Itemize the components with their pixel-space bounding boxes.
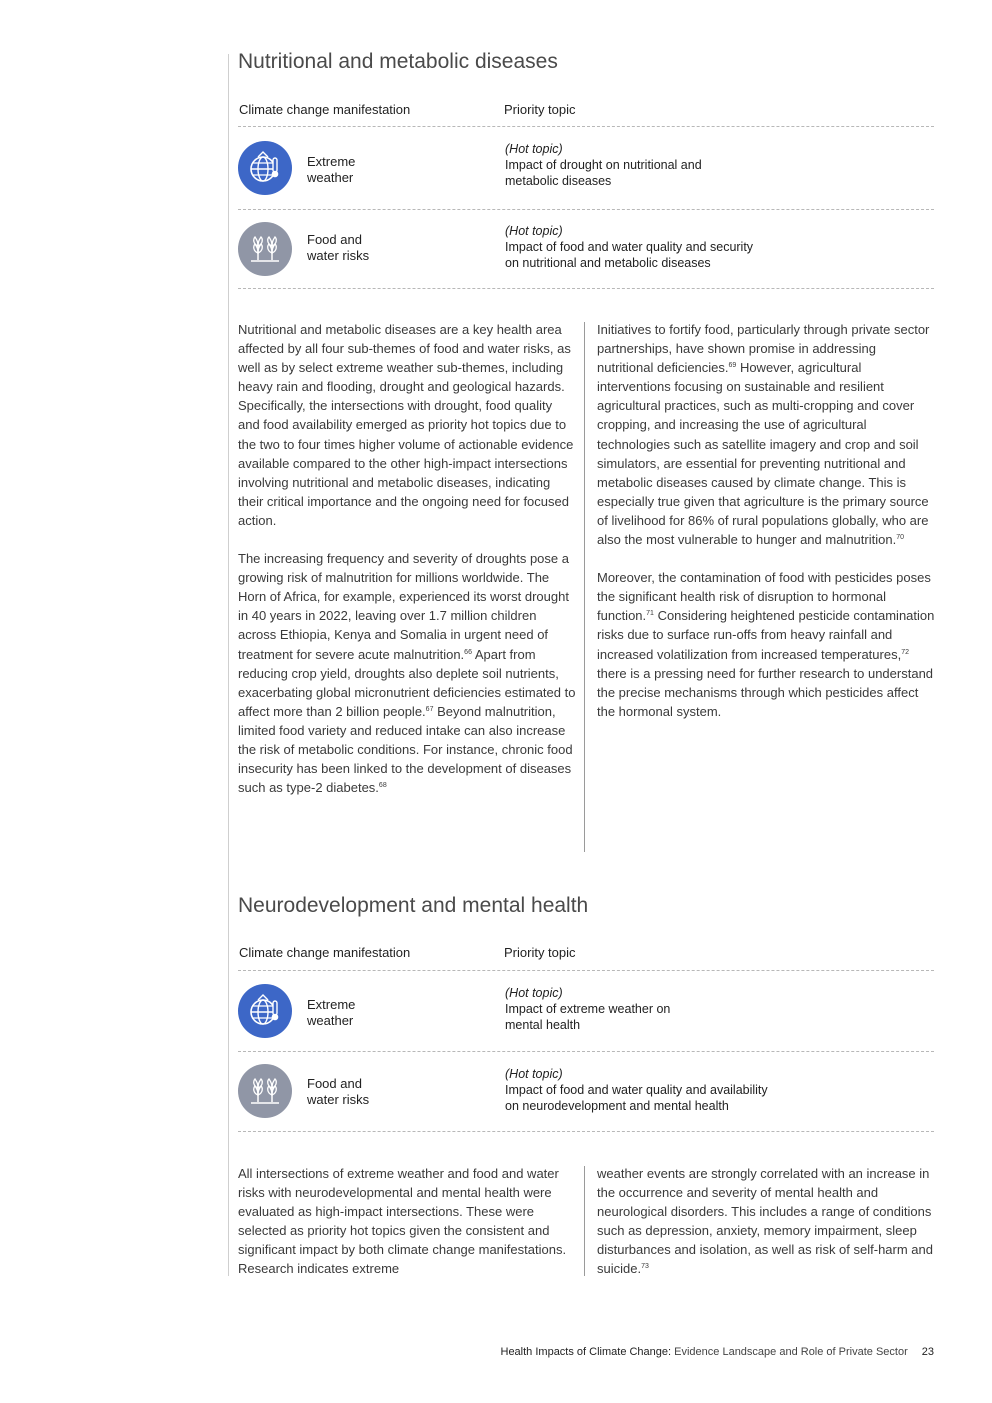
manifestation-line: water risks [307, 1092, 370, 1107]
priority-topic [505, 1066, 925, 1114]
manifestation-line: weather [307, 1013, 354, 1028]
column-separator [584, 322, 585, 852]
body-column-left [238, 320, 576, 816]
manifestation-line: Extreme [307, 154, 356, 169]
text-run: Initiatives to fortify food, particularly through private sector partnerships, have shown promise in addressing nutritional deficiencies. [597, 322, 930, 376]
manifestation-line: weather [307, 170, 354, 185]
manifestation-label [307, 1076, 427, 1108]
topic-line: metabolic diseases [505, 174, 612, 188]
hot-topic-tag: (Hot topic) [505, 224, 563, 238]
footnote-ref: 72 [901, 648, 909, 656]
topic-line: mental health [505, 1018, 581, 1032]
divider [238, 288, 934, 289]
hot-topic-tag: (Hot topic) [505, 986, 563, 1000]
manifestation-line: Food and [307, 1076, 362, 1091]
footnote-ref: 71 [646, 610, 654, 618]
topic-line: Impact of food and water quality and availability [505, 1083, 768, 1097]
section-title: Nutritional and metabolic diseases [238, 50, 558, 73]
crops-icon [238, 1064, 292, 1118]
text-run: The increasing frequency and severity of droughts pose a growing risk of malnutrition for millions worldwide. The Horn of Africa, for example, experienced its worst drought in 40 years in 2022, leaving over 1.7 million children across Ethiopia, Kenya and Somalia in urgent need of treatment for severe acute malnutrition. [238, 551, 569, 662]
paragraph: Nutritional and metabolic diseases are a key health area affected by all four sub-themes of food and water risks, as well as by select extreme weather sub-themes, including heavy rain and flooding, drought and geological hazards. Specifically, the intersections with drought, food quality and food availability emerged as priority hot topics due to the two to four times higher volume of actionable evidence available compared to the other high-impact intersections involving nutritional and metabolic diseases, indicating their critical importance and the ongoing need for focused action. [238, 322, 574, 528]
topic-line: on nutritional and metabolic diseases [505, 256, 711, 270]
text-run: weather events are strongly correlated with an increase in the occurrence and severity of mental health and neurological disorders. This includes a range of conditions such as depression, anxiety, memory impairment, sleep disturbances and isolation, as well as risk of self-harm and suicide. [597, 1166, 933, 1277]
section-nutritional [238, 48, 934, 858]
topic-line: Impact of extreme weather on [505, 1002, 671, 1016]
col-header-manifestation: Climate change manifestation [239, 945, 411, 960]
topic-line: Impact of food and water quality and security [505, 240, 754, 254]
footnote-ref: 68 [378, 782, 387, 790]
paragraph: All intersections of extreme weather and food and water risks with neurodevelopmental and mental health were evaluated as high-impact intersections. These were selected as priority hot topics given the consistent and significant impact by both climate change manifestations. Research indicates extreme [238, 1166, 567, 1277]
divider [238, 126, 934, 127]
priority-topic [505, 141, 925, 189]
manifestation-line: water risks [307, 248, 370, 263]
footnote-ref: 67 [425, 705, 434, 713]
globe-thermometer-icon [238, 141, 292, 195]
hot-topic-tag: (Hot topic) [505, 1067, 563, 1081]
footer-title: Health Impacts of Climate Change: [500, 1346, 672, 1358]
text-run: However, agricultural interventions focusing on sustainable and resilient agricultural practices, such as multi-cropping and cover cropping, and increasing the use of agricultural technologies such as satellite imagery and crop and soil simulators, are essential for preventing nutritional and metabolic diseases caused by climate change. This is especially true given that agriculture is the primary source of livelihood for 86% of rural populations globally, who are also the most vulnerable to hunger and malnutrition. [597, 360, 929, 548]
text-run: Considering heightened pesticide contamination risks due to surface run-offs from heavy rainfall and increased volatilization from increased temperatures, [597, 608, 935, 662]
paragraph [238, 549, 576, 797]
text-run: Beyond malnutrition, limited food variety and reduced intake can also increase the risk of metabolic conditions. For instance, chronic food insecurity has been linked to the development of diseases such as type-2 diabetes. [238, 703, 573, 796]
manifestation-label [307, 997, 427, 1029]
left-margin-rule [228, 54, 229, 1276]
col-header-manifestation: Climate change manifestation [239, 102, 411, 117]
section-neurodevelopment [238, 892, 934, 1282]
globe-thermometer-icon [238, 984, 292, 1038]
topic-line: on neurodevelopment and mental health [505, 1099, 729, 1113]
footnote-ref: 70 [896, 534, 904, 542]
footer-subtitle: Evidence Landscape and Role of Private Sector [671, 1346, 908, 1358]
column-separator [584, 1166, 585, 1276]
col-header-priority-topic: Priority topic [504, 102, 576, 117]
divider [238, 1051, 934, 1052]
manifestation-line: Food and [307, 232, 362, 247]
col-header-priority-topic: Priority topic [504, 945, 576, 960]
footnote-ref: 73 [641, 1263, 649, 1271]
body-column-right [597, 320, 935, 740]
page-number: 23 [921, 1346, 934, 1358]
paragraph [597, 568, 935, 721]
page-footer [501, 1346, 935, 1358]
text-run: Moreover, the contamination of food with pesticides poses the significant health risk of disruption to hormonal function. [597, 570, 931, 624]
priority-topic [505, 985, 925, 1033]
divider [238, 209, 934, 210]
crops-icon [238, 222, 292, 276]
priority-topic [505, 223, 925, 271]
text-run: there is a pressing need for further research to understand the precise mechanisms through which pesticides affect the hormonal system. [597, 665, 934, 719]
body-column-right [597, 1164, 935, 1298]
divider [238, 970, 934, 971]
footnote-ref: 66 [464, 648, 472, 656]
text-run: Apart from reducing crop yield, droughts also deplete soil nutrients, exacerbating global micronutrient deficiencies estimated to affect more than 2 billion people. [238, 646, 576, 719]
paragraph [597, 1164, 935, 1279]
manifestation-label [307, 232, 427, 264]
manifestation-label [307, 154, 427, 186]
footnote-ref: 69 [728, 362, 737, 370]
manifestation-line: Extreme [307, 997, 356, 1012]
hot-topic-tag: (Hot topic) [505, 142, 563, 156]
divider [238, 1131, 934, 1132]
topic-line: Impact of drought on nutritional and [505, 158, 702, 172]
body-column-left [238, 1164, 576, 1298]
section-title: Neurodevelopment and mental health [238, 894, 589, 917]
paragraph [597, 320, 935, 549]
